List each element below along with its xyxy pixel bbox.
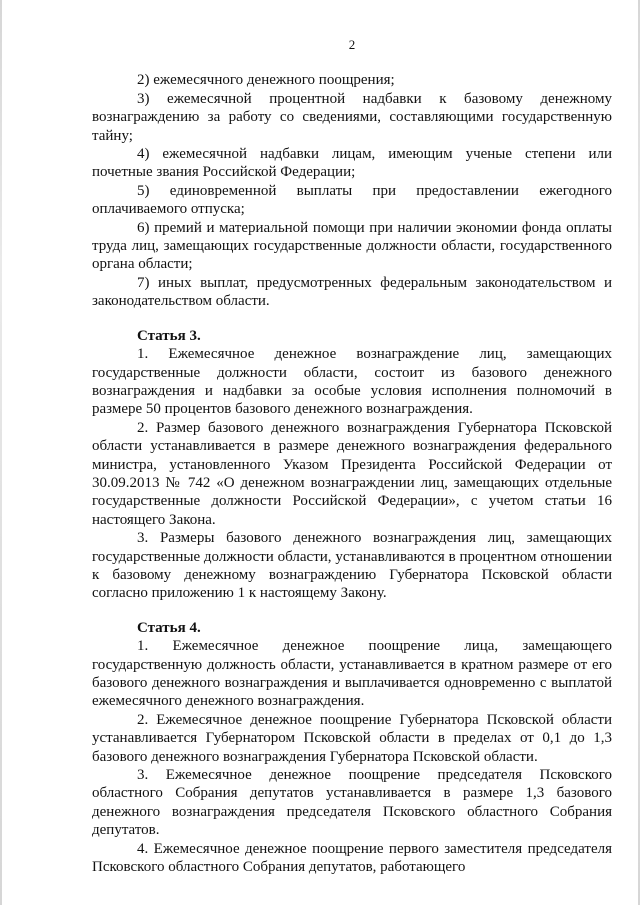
article-paragraph: 2. Ежемесячное денежное поощрение Губернатора Псковской области устанавливается Губернатором Псковской области в пределах от 0,1 до 1,3 базового денежного вознаграждения Губернатора Псковской области. — [92, 711, 612, 765]
section-gap — [92, 311, 612, 327]
article-paragraph: 4. Ежемесячное денежное поощрение первого заместителя председателя Псковского областного Собрания депутатов, работающего — [92, 840, 612, 876]
list-item: 5) единовременной выплаты при предоставлении ежегодного оплачиваемого отпуска; — [92, 182, 612, 218]
article-paragraph: 1. Ежемесячное денежное поощрение лица, замещающего государственную должность области, устанавливается в кратном размере от его базового денежного вознаграждения и выплачивается одновременно с выплатой ежемесячного денежного вознаграждения. — [92, 638, 612, 710]
article-title: Статья 3. — [137, 327, 201, 344]
scan-edge-left — [0, 0, 2, 905]
section-gap — [92, 603, 612, 619]
list-item: 6) премий и материальной помощи при наличии экономии фонда оплаты труда лиц, замещающих государственные должности области, государственного органа области; — [92, 219, 612, 273]
article-paragraph: 3. Размеры базового денежного вознаграждения лиц, замещающих государственные должности области, устанавливаются в процентном отношении к базовому денежному вознаграждению Губернатора Псковской области согласно приложению 1 к настоящему Закону. — [92, 530, 612, 602]
list-item: 7) иных выплат, предусмотренных федеральным законодательством и законодательством области. — [92, 274, 612, 310]
list-item: 3) ежемесячной процентной надбавки к базовому денежному вознаграждению за работу со сведениями, составляющими государственную тайну; — [92, 90, 612, 144]
article-3 — [92, 327, 612, 603]
article-title: Статья 4. — [137, 619, 201, 636]
article-paragraph: 2. Размер базового денежного вознаграждения Губернатора Псковской области устанавливается в размере денежного вознаграждения федерального министра, установленного Указом Президента Российской Федерации от 30.09.2013 № 742 «О денежном вознаграждении лиц, замещающих отдельные государственные должности Российской Федерации», с учетом статьи 16 настоящего Закона. — [92, 419, 612, 528]
list-section — [92, 71, 612, 310]
page-number: 2 — [348, 37, 356, 52]
article-4 — [92, 619, 612, 877]
article-paragraph: 3. Ежемесячное денежное поощрение председателя Псковского областного Собрания депутатов устанавливается в размере 1,3 базового денежного вознаграждения председателя Псковского областного Собрания депутатов. — [92, 767, 612, 839]
list-item: 4) ежемесячной надбавки лицам, имеющим ученые степени или почетные звания Российской Федерации; — [92, 146, 612, 181]
list-item: 2) ежемесячного денежного поощрения; — [137, 72, 395, 89]
document-page — [92, 36, 612, 876]
article-paragraph: 1. Ежемесячное денежное вознаграждение лиц, замещающих государственные должности области, состоит из базового денежного вознаграждения и надбавки за особые условия исполнения полномочий в размере 50 процентов базового денежного вознаграждения. — [92, 346, 612, 418]
